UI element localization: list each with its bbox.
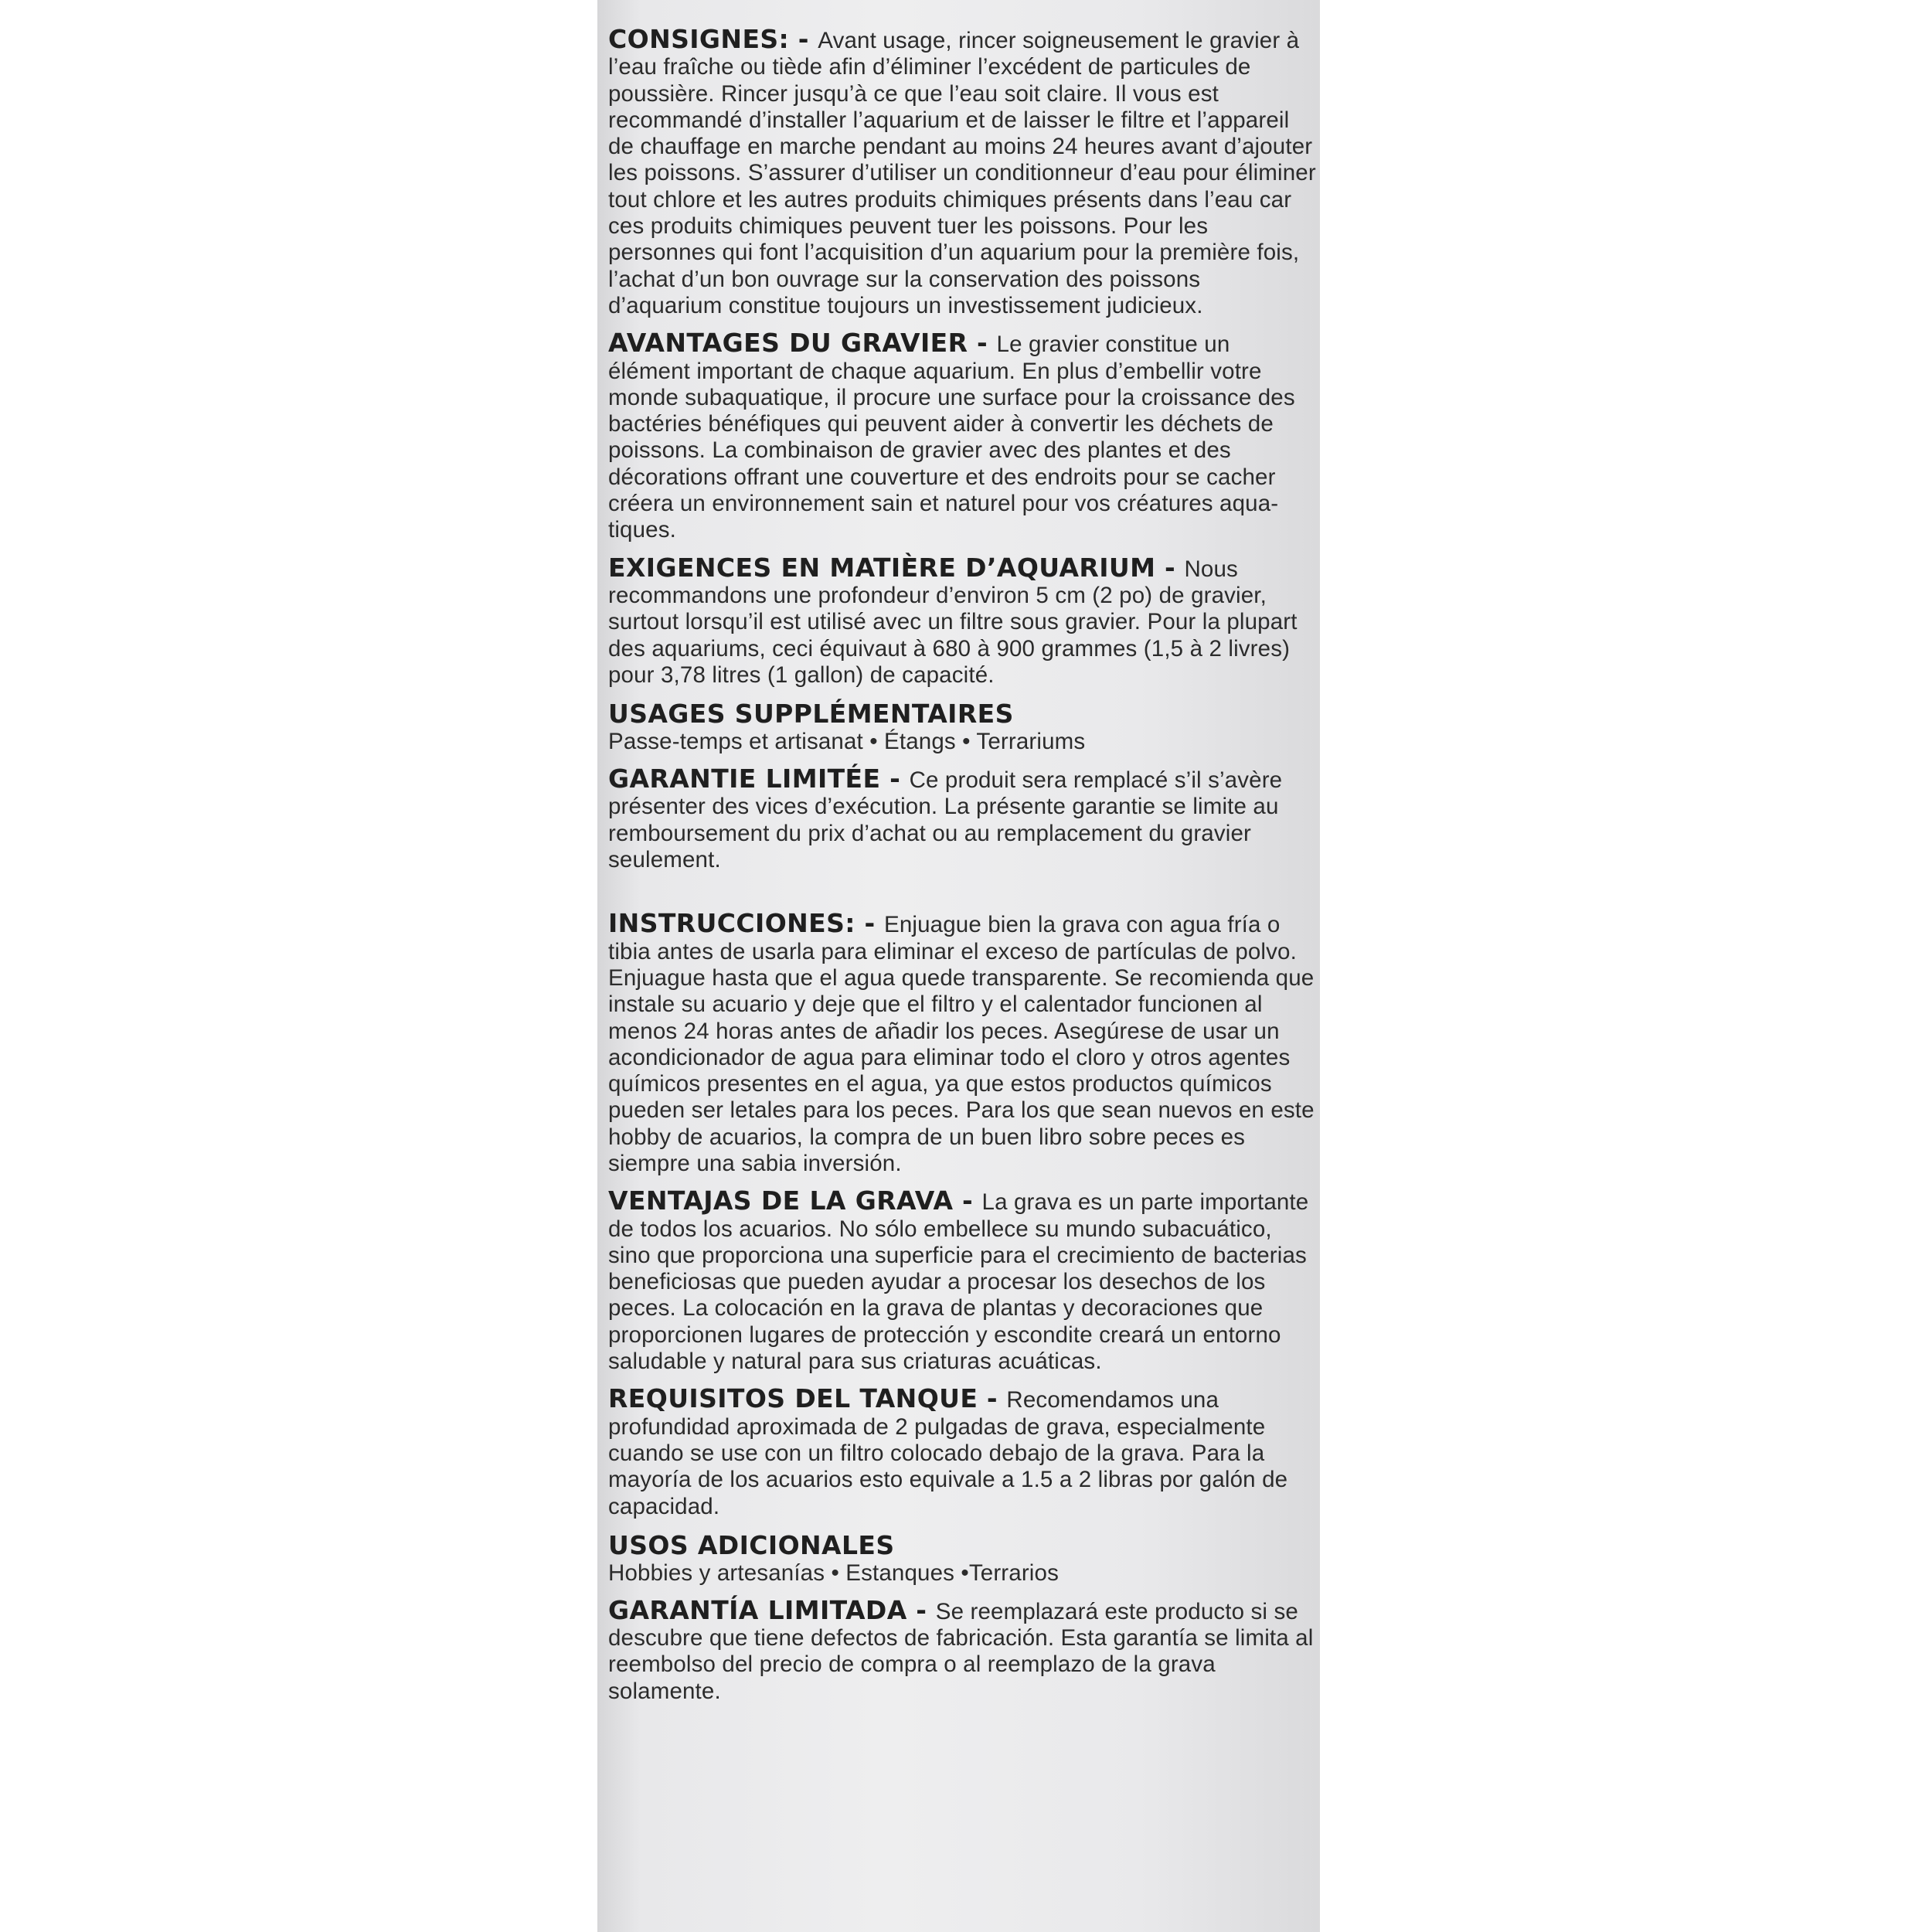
- consignes-text: Avant usage, rincer soigneusement le gravier à l’eau fraîche ou tiède afin d’éliminer l’excédent de particules de poussière. Rincer jusqu’à ce que l’eau soit claire. Il vous est recommandé d’installer l’aquarium et de laisser le filtre et l’appareil de chauffage en marche pendant au moins 24 heures avant d’ajouter les poissons. S’assurer d’utiliser un conditionneur d’eau pour éliminer tout chlore et les autres produits chimiques présents dans l’eau car ces produits chimiques peuvent tuer les poissons. Pour les personnes qui font l’acquisition d’un aquarium pour la première fois, l’achat d’un bon ouvrage sur la conservation des poissons d’aquarium constitue toujours un investissement judicieux.: [608, 28, 1316, 318]
- avantages-heading: AVANTAGES DU GRAVIER: [608, 328, 968, 359]
- instrucciones-separator: -: [855, 908, 884, 939]
- ventajas-section: [608, 1185, 1318, 1375]
- consignes-section: [608, 26, 1318, 319]
- ventajas-heading: VENTAJAS DE LA GRAVA: [608, 1185, 954, 1216]
- instrucciones-text: Enjuague bien la grava con agua fría o tibia antes de usarla para eliminar el exceso de partículas de polvo. Enjuague hasta que el agua quede transparente. Se recomienda que instale su acuario y deje que el filtro y el calentador funcionen al menos 24 horas antes de añadir los peces. Asegúrese de usar un acondicionador de agua para eliminar todo el cloro y otros agentes químicos presentes en el agua, ya que estos productos químicos pueden ser letales para los peces. Para los que sean nuevos en este hobby de acuarios, la compra de un buen libro sobre peces es siempre una sabia inversión.: [608, 912, 1315, 1176]
- garantie-text: Ce produit sera remplacé s’il s’avère présenter des vices d’exécution. La présente garantie se limite au remboursement du prix d’achat ou au remplacement du gravier seulement.: [608, 767, 1283, 873]
- garantia-text: Se reemplazará este producto si se descubre que tiene defectos de fabricación. Esta garantía se limita al reembolso del precio de compra o al reemplazo de la grava solamente.: [608, 1598, 1314, 1704]
- exigences-section: [608, 552, 1318, 689]
- ventajas-text: La grava es un parte importante de todos los acuarios. No sólo embellece su mundo subacuático, sino que proporciona una superficie para el crecimiento de bacterias beneficiosas que pueden ayudar a procesar los desechos de los peces. La colocación en la grava de plantas y decoraciones que proporcionen lugares de protección y escondite creará un entorno saludable y natural para sus criaturas acuáticas.: [608, 1189, 1309, 1375]
- requisitos-section: [608, 1383, 1318, 1519]
- instrucciones-heading: INSTRUCCIONES:: [608, 908, 855, 939]
- usos-section: [608, 1531, 1318, 1587]
- consignes-heading: CONSIGNES:: [608, 24, 790, 54]
- avantages-text: Le gravier constitue un élément important de chaque aquarium. En plus d’embellir votre monde subaquatique, il procure une surface pour la croissance des bactéries bénéfiques qui peuvent aider à convertir les déchets de poissons. La combinaison de gravier avec des plantes et des décorations offrant une couverture et des endroits pour se cacher créera un environnement sain et naturel pour vos créatures aqua-tiques.: [608, 332, 1295, 543]
- requisitos-separator: -: [978, 1383, 1007, 1414]
- exigences-text: Nous recommandons une profondeur d’environ 5 cm (2 po) de gravier, surtout lorsqu’il est utilisé avec un filtre sous gravier. Pour la plupart des aquariums, ceci équivaut à 680 à 900 grammes (1,5 à 2 livres) pour 3,78 litres (1 gallon) de capacité.: [608, 556, 1298, 688]
- garantia-heading: GARANTÍA LIMITADA: [608, 1594, 907, 1625]
- avantages-separator: -: [968, 328, 997, 359]
- usos-list: Hobbies y artesanías • Estanques •Terrarios: [608, 1560, 1059, 1586]
- exigences-heading: EXIGENCES EN MATIÈRE D’AQUARIUM: [608, 552, 1156, 583]
- avantages-section: [608, 330, 1318, 543]
- garantia-section: [608, 1594, 1318, 1705]
- requisitos-heading: REQUISITOS DEL TANQUE: [608, 1383, 978, 1414]
- language-divider-gap: [608, 884, 1320, 910]
- instrucciones-section: [608, 910, 1318, 1177]
- garantie-separator: -: [880, 764, 910, 794]
- usos-heading: USOS ADICIONALES: [608, 1529, 895, 1560]
- exigences-separator: -: [1155, 552, 1185, 583]
- garantie-section: [608, 766, 1318, 873]
- consignes-separator: -: [789, 24, 818, 54]
- requisitos-text: Recomendamos una profundidad aproximada de 2 pulgadas de grava, especialmente cuando se use con un filtro colocado debajo de la grava. Para la mayoría de los acuarios esto equivale a 1.5 a 2 libras por galón de capacidad.: [608, 1387, 1288, 1519]
- garantie-heading: GARANTIE LIMITÉE: [608, 764, 881, 794]
- usages-list: Passe-temps et artisanat • Étangs • Terrariums: [608, 729, 1086, 755]
- garantia-separator: -: [906, 1594, 936, 1625]
- usages-section: [608, 699, 1318, 755]
- usages-heading: USAGES SUPPLÉMENTAIRES: [608, 699, 1014, 730]
- product-label-back: [597, 0, 1320, 1932]
- ventajas-separator: -: [953, 1185, 982, 1216]
